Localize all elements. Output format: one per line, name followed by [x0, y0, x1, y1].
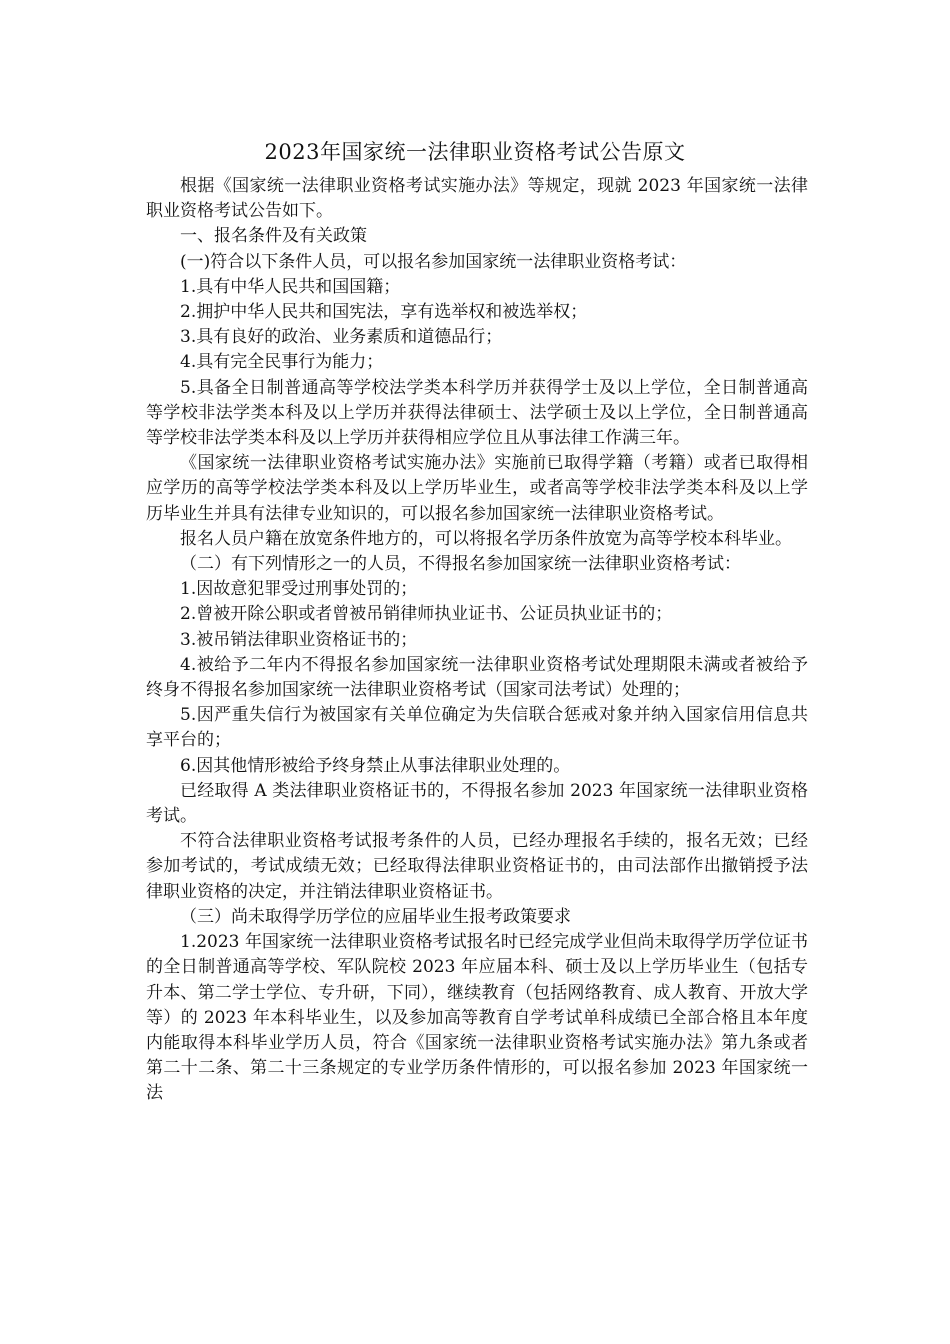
list-item: 1.具有中华人民共和国国籍；: [180, 276, 401, 297]
paragraph: 《国家统一法律职业资格考试实施办法》实施前已取得学籍（考籍）或者已取得相应学历的高等学校法学类本科及以上学历毕业生，或者高等学校非法学类本科及以上学历毕业生并具有法律专业知识的，可以报名参加国家统一法律职业资格考试。: [146, 453, 808, 524]
section-heading-1: 一、报名条件及有关政策: [180, 226, 367, 247]
subsection-heading-1: (一)符合以下条件人员，可以报名参加国家统一法律职业资格考试：: [180, 251, 687, 272]
list-item: 1.2023 年国家统一法律职业资格考试报名时已经完成学业但尚未取得学历学位证书的全日制普通高等学校、军队院校 2023 年应届本科、硕士及以上学历毕业生（包括专升本、第二学士学位、专升研，下同），继续教育（包括网络教育、成人教育、开放大学等）的 2023 年本科毕业生，以及参加高等教育自学考试单科成绩已全部合格且本年度内能取得本科毕业学历人员，符合《国家统一法律职业资格考试实施办法》第九条或者第二十二条、第二十三条规定的专业学历条件情形的，可以报名参加 2023 年国家统一法: [146, 932, 808, 1104]
list-item: 2.曾被开除公职或者曾被吊销律师执业证书、公证员执业证书的；: [180, 604, 673, 625]
paragraph: 报名人员户籍在放宽条件地方的，可以将报名学历条件放宽为高等学校本科毕业。: [180, 528, 792, 549]
list-item: 6.因其他情形被给予终身禁止从事法律职业处理的。: [180, 755, 571, 776]
list-item: 5.具备全日制普通高等学校法学类本科学历并获得学士及以上学位，全日制普通高等学校非法学类本科及以上学历并获得法律硕士、法学硕士及以上学位，全日制普通高等学校非法学类本科及以上学历并获得相应学位且从事法律工作满三年。: [146, 377, 808, 449]
list-item: 5.因严重失信行为被国家有关单位确定为失信联合惩戒对象并纳入国家信用信息共享平台的；: [146, 705, 808, 751]
list-item: 1.因故意犯罪受过刑事处罚的；: [180, 579, 418, 600]
document-title: 2023年国家统一法律职业资格考试公告原文: [264, 140, 686, 164]
subsection-heading-2: （二）有下列情形之一的人员，不得报名参加国家统一法律职业资格考试：: [180, 554, 741, 575]
paragraph-intro: 根据《国家统一法律职业资格考试实施办法》等规定，现就 2023 年国家统一法律职业资格考试公告如下。: [146, 176, 808, 222]
list-item: 2.拥护中华人民共和国宪法，享有选举权和被选举权；: [180, 302, 588, 323]
list-item: 4.被给予二年内不得报名参加国家统一法律职业资格考试处理期限未满或者被给予终身不得报名参加国家统一法律职业资格考试（国家司法考试）处理的；: [146, 654, 808, 701]
list-item: 3.被吊销法律职业资格证书的；: [180, 629, 418, 650]
paragraph: 已经取得 A 类法律职业资格证书的，不得报名参加 2023 年国家统一法律职业资格考试。: [146, 780, 808, 827]
subsection-heading-3: （三）尚未取得学历学位的应届毕业生报考政策要求: [180, 906, 571, 927]
paragraph: 不符合法律职业资格考试报考条件的人员，已经办理报名手续的，报名无效；已经参加考试的，考试成绩无效；已经取得法律职业资格证书的，由司法部作出撤销授予法律职业资格的决定，并注销法律职业资格证书。: [146, 831, 808, 902]
document-body: [146, 174, 808, 1107]
list-item: 3.具有良好的政治、业务素质和道德品行；: [180, 327, 503, 348]
list-item: 4.具有完全民事行为能力；: [180, 352, 384, 373]
